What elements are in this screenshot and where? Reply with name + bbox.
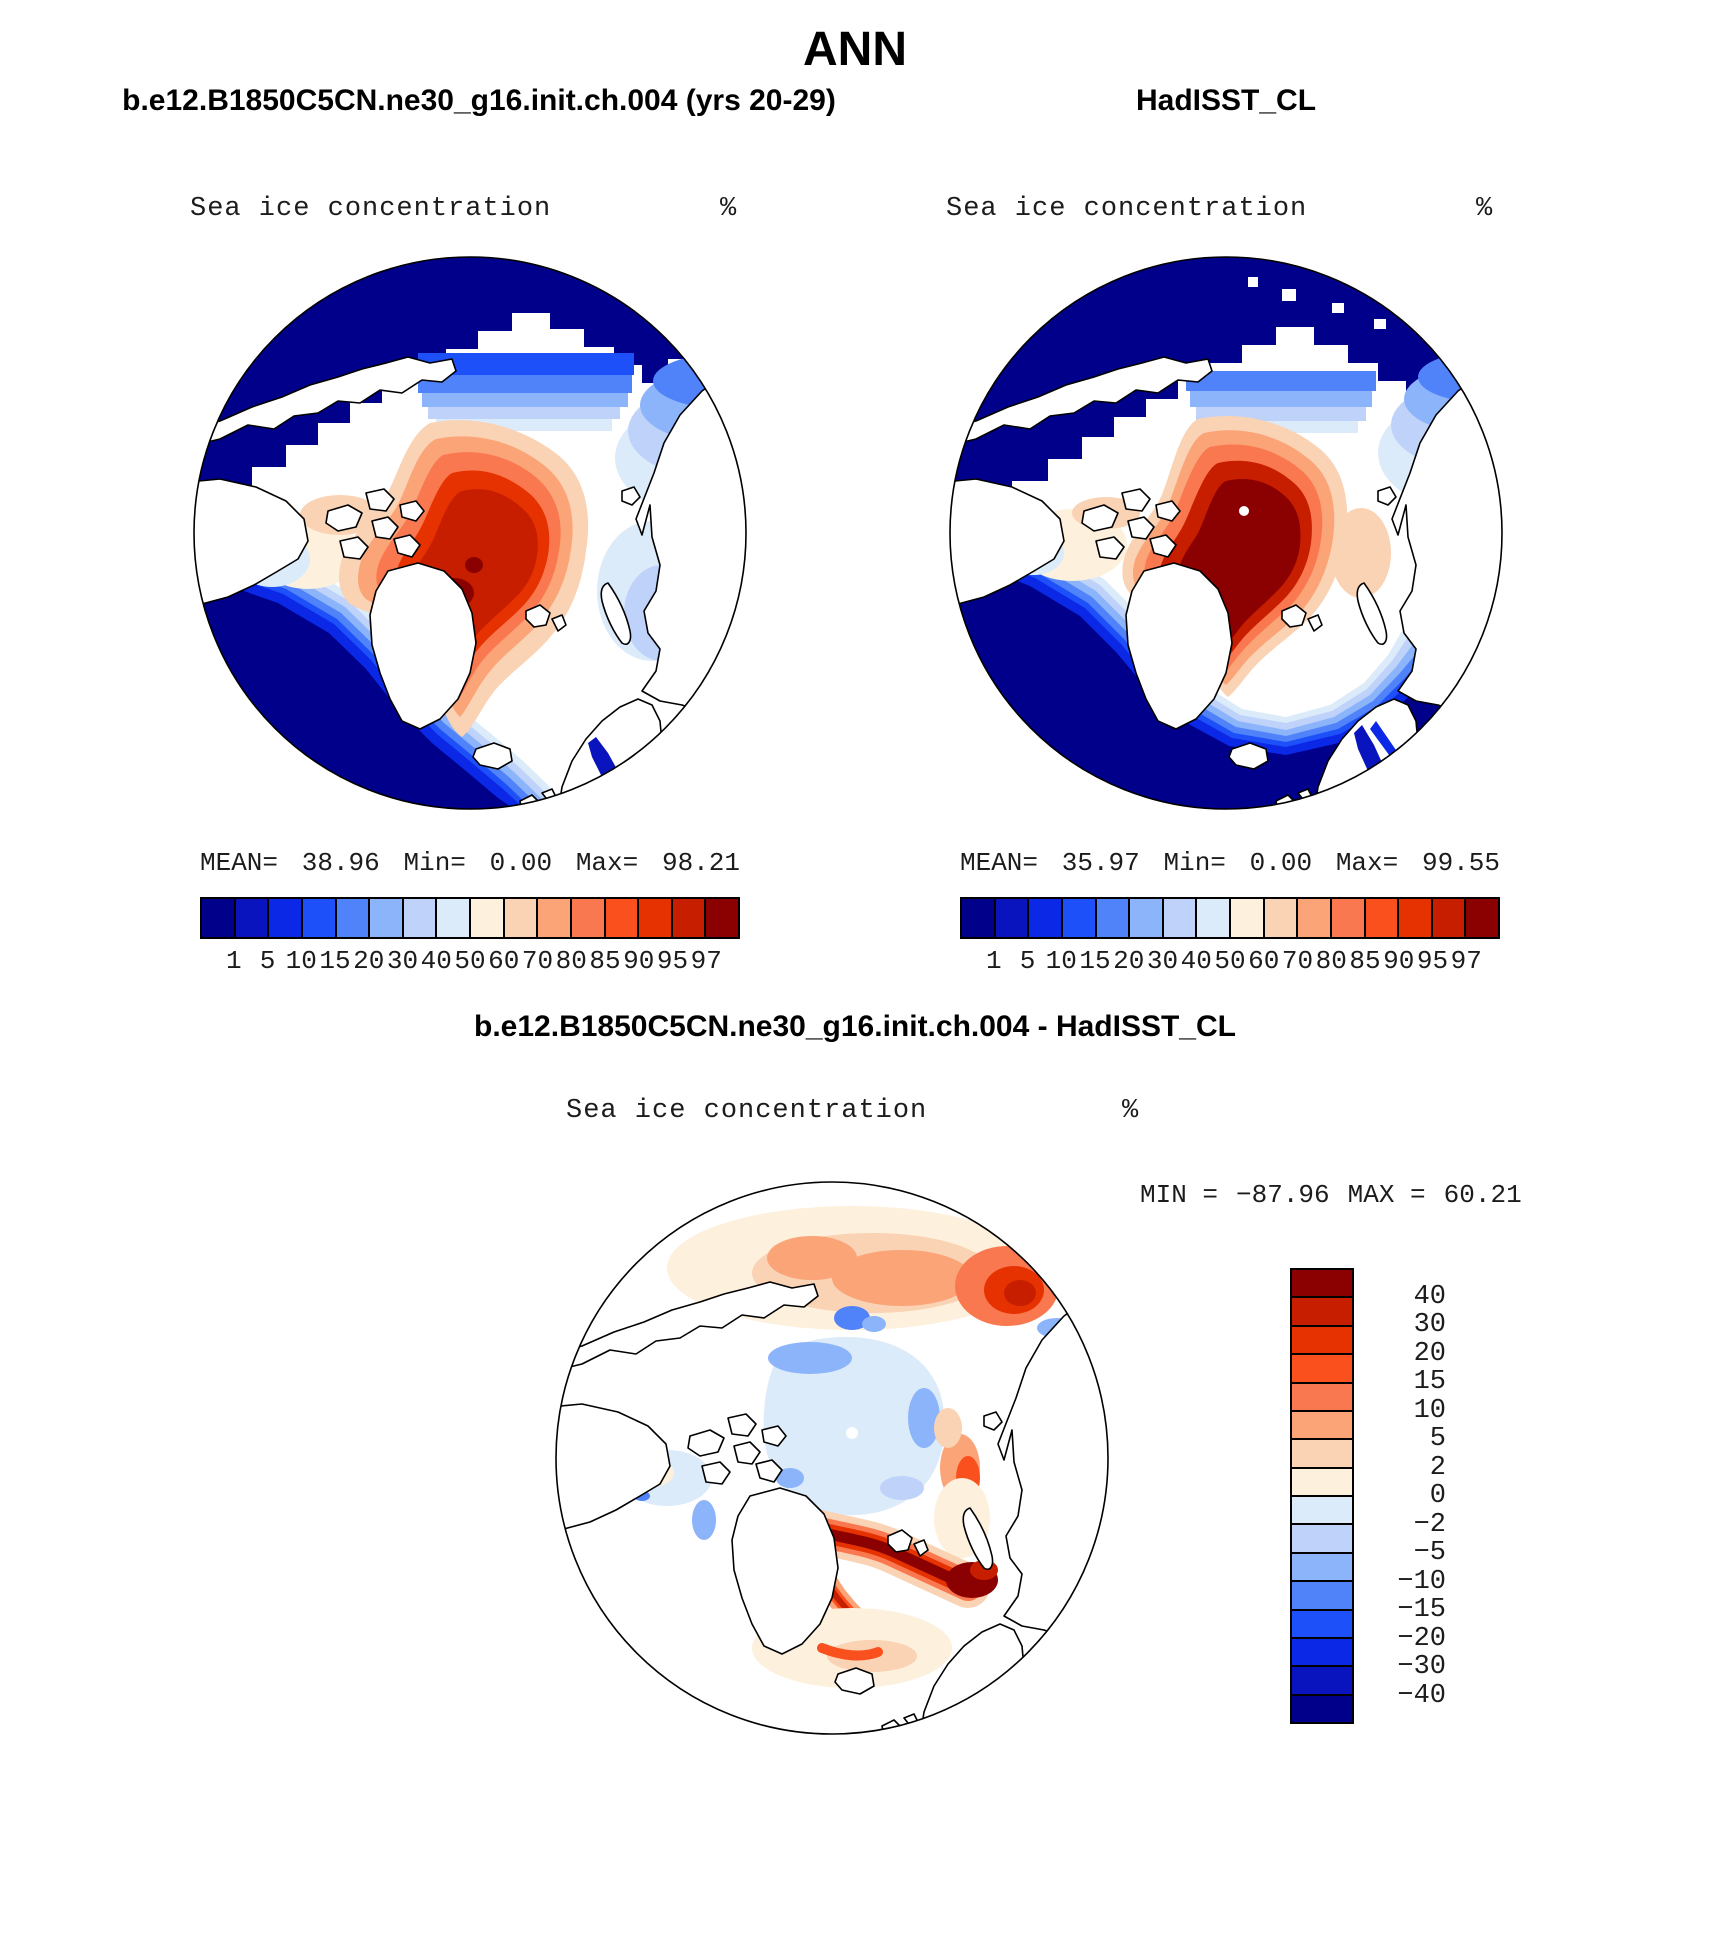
colorbar-cell [1292,1639,1352,1667]
colorbar-cell [673,899,707,937]
colorbar-cell [437,899,471,937]
colorbar-tick-label: 20 [1113,946,1145,976]
colorbar-tick-label: 1 [985,946,1002,976]
obs-max-label: Max= [1335,848,1399,878]
colorbar-cell [1265,899,1299,937]
page-title: ANN [803,23,907,76]
colorbar-tick-label: −10 [1397,1566,1446,1597]
model-min-label: Min= [403,848,466,878]
colorbar-cell [1063,899,1097,937]
colorbar-cell [236,899,270,937]
model-max-label: Max= [575,848,639,878]
colorbar-cell [1292,1384,1352,1412]
colorbar-cell [962,899,996,937]
obs-min-label: Min= [1163,848,1226,878]
obs-mean-value: 35.97 [1061,848,1140,878]
model-max-value: 98.21 [661,848,740,878]
colorbar-cell [1292,1667,1352,1695]
diff-field-label: Sea ice concentration [566,1096,928,1126]
model-mean-label: MEAN= [200,848,279,878]
colorbar-cell [1164,899,1198,937]
colorbar-cell [996,899,1030,937]
colorbar-cell [303,899,337,937]
colorbar-cell [1292,1440,1352,1468]
colorbar-tick-label: 15 [1079,946,1111,976]
diff-min-label: MIN = [1140,1180,1219,1210]
colorbar-cell [1292,1469,1352,1497]
diff-title: b.e12.B1850C5CN.ne30_g16.init.ch.004 - HadISST_CL [474,1010,1236,1043]
diff-colorbar [1290,1268,1354,1724]
colorbar-tick-label: 20 [1413,1338,1446,1369]
colorbar-cell [471,899,505,937]
colorbar-tick-label: −30 [1397,1652,1446,1682]
model-mean-value: 38.96 [301,848,380,878]
colorbar-cell [404,899,438,937]
obs-field-label: Sea ice concentration [946,194,1308,224]
colorbar-cell [639,899,673,937]
colorbar-cell [1292,1696,1352,1722]
colorbar-tick-label: 90 [1383,946,1415,976]
obs-map [946,253,1506,813]
colorbar-cell [1231,899,1265,937]
colorbar-tick-label: 97 [1450,946,1482,976]
colorbar-cell [505,899,539,937]
colorbar-tick-label: 70 [1281,946,1314,976]
colorbar-tick-label: −2 [1413,1509,1446,1540]
colorbar-cell [706,899,738,937]
model-field-label: Sea ice concentration [190,194,552,224]
colorbar-tick-label: 15 [1413,1367,1446,1397]
colorbar-tick-label: 40 [1180,946,1212,976]
colorbar-cell [202,899,236,937]
colorbar-tick-label: 30 [1146,946,1179,976]
obs-colorbar [960,897,1500,939]
colorbar-cell [337,899,371,937]
colorbar-tick-label: 1 [225,946,242,976]
colorbar-tick-label: 85 [1349,946,1381,976]
colorbar-tick-label: 80 [555,946,587,976]
model-subtitle: b.e12.B1850C5CN.ne30_g16.init.ch.004 (yrs 20-29) [122,84,836,117]
model-colorbar [200,897,740,939]
colorbar-tick-label: −40 [1397,1680,1446,1711]
colorbar-tick-label: 5 [1429,1424,1446,1454]
colorbar-cell [370,899,404,937]
colorbar-tick-label: 70 [521,946,554,976]
colorbar-tick-label: 40 [420,946,452,976]
obs-units-label: % [1476,194,1493,224]
colorbar-cell [538,899,572,937]
diff-units-label: % [1122,1096,1139,1126]
colorbar-tick-label: 95 [656,946,689,976]
colorbar-cell [1292,1611,1352,1639]
colorbar-cell [1292,1298,1352,1326]
colorbar-tick-label: 85 [589,946,621,976]
colorbar-cell [1433,899,1467,937]
colorbar-tick-label: 30 [386,946,419,976]
obs-min-value: 0.00 [1249,848,1313,878]
colorbar-tick-label: 60 [1248,946,1280,976]
colorbar-cell [1097,899,1131,937]
colorbar-tick-label: 40 [1413,1281,1446,1312]
model-map [190,253,750,813]
colorbar-cell [1292,1355,1352,1383]
model-min-value: 0.00 [489,848,553,878]
colorbar-tick-label: 30 [1413,1310,1446,1340]
colorbar-cell [1130,899,1164,937]
colorbar-tick-label: 5 [1019,946,1036,976]
colorbar-tick-label: 20 [353,946,385,976]
colorbar-tick-label: 60 [488,946,520,976]
obs-mean-label: MEAN= [960,848,1039,878]
colorbar-cell [1292,1582,1352,1610]
model-colorbar-ticks [200,946,740,978]
colorbar-cell [1298,899,1332,937]
colorbar-cell [1332,899,1366,937]
diff-max-label: MAX = [1347,1180,1426,1210]
colorbar-cell [1197,899,1231,937]
obs-colorbar-ticks [960,946,1500,978]
colorbar-tick-label: 0 [1429,1481,1446,1511]
colorbar-cell [1292,1412,1352,1440]
colorbar-cell [572,899,606,937]
obs-stats [960,848,1500,878]
colorbar-cell [1292,1327,1352,1355]
colorbar-cell [1292,1270,1352,1298]
colorbar-tick-label: 95 [1416,946,1449,976]
colorbar-cell [1292,1525,1352,1553]
colorbar-tick-label: −5 [1413,1538,1446,1568]
colorbar-tick-label: 10 [1413,1395,1446,1426]
colorbar-cell [606,899,640,937]
diff-min-value: −87.96 [1236,1180,1330,1210]
colorbar-tick-label: 90 [623,946,655,976]
diff-map [552,1178,1112,1738]
colorbar-tick-label: 15 [319,946,351,976]
colorbar-cell [269,899,303,937]
colorbar-cell [1399,899,1433,937]
colorbar-tick-label: 5 [259,946,276,976]
colorbar-tick-label: 80 [1315,946,1347,976]
model-stats [200,848,740,878]
diff-minmax [1140,1180,1522,1210]
model-units-label: % [720,194,737,224]
colorbar-tick-label: 10 [285,946,317,976]
colorbar-tick-label: −20 [1397,1623,1446,1654]
diff-colorbar-ticks [1362,1268,1446,1724]
colorbar-cell [1466,899,1498,937]
colorbar-tick-label: 50 [1214,946,1246,976]
colorbar-cell [1029,899,1063,937]
obs-max-value: 99.55 [1421,848,1500,878]
colorbar-tick-label: 10 [1045,946,1077,976]
colorbar-tick-label: 50 [454,946,486,976]
colorbar-cell [1366,899,1400,937]
diff-max-value: 60.21 [1443,1180,1522,1210]
obs-subtitle: HadISST_CL [1135,84,1317,117]
colorbar-cell [1292,1497,1352,1525]
colorbar-tick-label: 97 [690,946,722,976]
colorbar-tick-label: 2 [1429,1452,1446,1483]
colorbar-cell [1292,1554,1352,1582]
colorbar-tick-label: −15 [1397,1595,1446,1625]
